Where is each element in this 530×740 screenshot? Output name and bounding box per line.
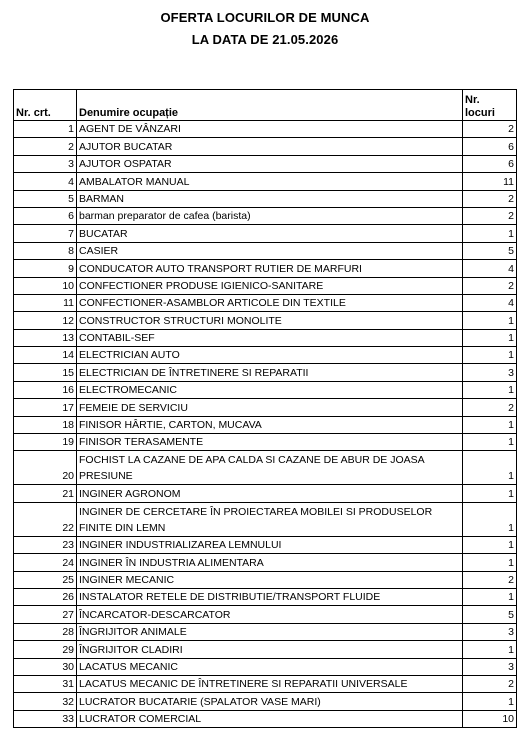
row-number: 20 <box>14 451 77 485</box>
table-row <box>14 294 517 311</box>
row-number: 6 <box>14 207 77 224</box>
positions-count: 2 <box>463 121 517 138</box>
positions-count: 10 <box>463 710 517 727</box>
occupation-name: ÎNGRIJITOR CLADIRI <box>77 641 463 658</box>
row-number: 17 <box>14 399 77 416</box>
table-row <box>14 347 517 364</box>
row-number: 26 <box>14 588 77 605</box>
occupation-name: CONSTRUCTOR STRUCTURI MONOLITE <box>77 312 463 329</box>
occupation-name: INGINER INDUSTRIALIZAREA LEMNULUI <box>77 536 463 553</box>
table-row <box>14 451 517 485</box>
header-nr-locuri <box>463 90 517 121</box>
row-number: 32 <box>14 693 77 710</box>
positions-count: 1 <box>463 434 517 451</box>
table-row <box>14 399 517 416</box>
job-offers-table <box>13 89 517 728</box>
positions-count: 2 <box>463 571 517 588</box>
table-row <box>14 675 517 692</box>
table-row <box>14 693 517 710</box>
table-row <box>14 312 517 329</box>
table-row <box>14 658 517 675</box>
occupation-name: AMBALATOR MANUAL <box>77 173 463 190</box>
occupation-name <box>77 502 463 536</box>
row-number: 1 <box>14 121 77 138</box>
positions-count: 2 <box>463 399 517 416</box>
occupation-name: ÎNGRIJITOR ANIMALE <box>77 623 463 640</box>
table-row <box>14 277 517 294</box>
table-row <box>14 606 517 623</box>
positions-count: 1 <box>463 416 517 433</box>
row-number: 16 <box>14 381 77 398</box>
row-number: 11 <box>14 294 77 311</box>
table-row <box>14 364 517 381</box>
header-nr-locuri-line1: Nr. <box>465 94 480 106</box>
occupation-name: LACATUS MECANIC <box>77 658 463 675</box>
positions-count: 4 <box>463 294 517 311</box>
table-row <box>14 536 517 553</box>
occupation-name: INGINER ÎN INDUSTRIA ALIMENTARA <box>77 554 463 571</box>
table-row <box>14 434 517 451</box>
row-number: 9 <box>14 260 77 277</box>
occupation-name: BARMAN <box>77 190 463 207</box>
occupation-name <box>77 451 463 485</box>
positions-count: 2 <box>463 190 517 207</box>
occupation-name: INSTALATOR RETELE DE DISTRIBUTIE/TRANSPORT FLUIDE <box>77 588 463 605</box>
row-number: 15 <box>14 364 77 381</box>
row-number: 3 <box>14 155 77 172</box>
occupation-name: INGINER AGRONOM <box>77 485 463 502</box>
positions-count: 11 <box>463 173 517 190</box>
positions-count: 1 <box>463 485 517 502</box>
table-row <box>14 260 517 277</box>
row-number: 29 <box>14 641 77 658</box>
table-header-row <box>14 90 517 121</box>
occupation-name: FINISOR HÂRTIE, CARTON, MUCAVA <box>77 416 463 433</box>
occupation-name: AJUTOR BUCATAR <box>77 138 463 155</box>
table-row <box>14 571 517 588</box>
row-number: 24 <box>14 554 77 571</box>
table-row <box>14 710 517 727</box>
table-row <box>14 242 517 259</box>
occupation-name: ELECTRICIAN AUTO <box>77 347 463 364</box>
occupation-name-line1: INGINER DE CERCETARE ÎN PROIECTAREA MOBILEI SI PRODUSELOR <box>79 505 433 518</box>
positions-count: 6 <box>463 155 517 172</box>
occupation-name: ELECTRICIAN DE ÎNTRETINERE SI REPARATII <box>77 364 463 381</box>
row-number: 7 <box>14 225 77 242</box>
occupation-name: FINISOR TERASAMENTE <box>77 434 463 451</box>
positions-count: 4 <box>463 260 517 277</box>
row-number: 22 <box>14 502 77 536</box>
table-row <box>14 138 517 155</box>
occupation-name: FEMEIE DE SERVICIU <box>77 399 463 416</box>
occupation-name: INGINER MECANIC <box>77 571 463 588</box>
row-number: 21 <box>14 485 77 502</box>
positions-count: 2 <box>463 207 517 224</box>
positions-count: 1 <box>463 347 517 364</box>
occupation-name: CASIER <box>77 242 463 259</box>
positions-count: 1 <box>463 588 517 605</box>
table-row <box>14 416 517 433</box>
row-number: 23 <box>14 536 77 553</box>
row-number: 25 <box>14 571 77 588</box>
table-row <box>14 207 517 224</box>
table-row <box>14 554 517 571</box>
positions-count: 1 <box>463 225 517 242</box>
header-nr-locuri-line2: locuri <box>465 107 495 119</box>
occupation-name: BUCATAR <box>77 225 463 242</box>
row-number: 10 <box>14 277 77 294</box>
row-number: 33 <box>14 710 77 727</box>
occupation-name: LUCRATOR BUCATARIE (SPALATOR VASE MARI) <box>77 693 463 710</box>
occupation-name: CONTABIL-SEF <box>77 329 463 346</box>
row-number: 5 <box>14 190 77 207</box>
table-row <box>14 588 517 605</box>
table-row <box>14 381 517 398</box>
table-row <box>14 623 517 640</box>
positions-count: 1 <box>463 502 517 536</box>
table-row <box>14 173 517 190</box>
positions-count: 5 <box>463 606 517 623</box>
positions-count: 3 <box>463 658 517 675</box>
occupation-name-line1: FOCHIST LA CAZANE DE APA CALDA SI CAZANE DE ABUR DE JOASA <box>79 454 425 467</box>
job-offers-table-body <box>14 90 517 728</box>
header-nr-crt: Nr. crt. <box>14 90 77 121</box>
positions-count: 5 <box>463 242 517 259</box>
positions-count: 1 <box>463 329 517 346</box>
occupation-name: barman preparator de cafea (barista) <box>77 207 463 224</box>
row-number: 18 <box>14 416 77 433</box>
positions-count: 2 <box>463 675 517 692</box>
positions-count: 6 <box>463 138 517 155</box>
header-denumire-ocupatie: Denumire ocupație <box>77 90 463 121</box>
occupation-name: ÎNCARCATOR-DESCARCATOR <box>77 606 463 623</box>
positions-count: 1 <box>463 381 517 398</box>
row-number: 12 <box>14 312 77 329</box>
positions-count: 1 <box>463 451 517 485</box>
row-number: 8 <box>14 242 77 259</box>
occupation-name-line2: PRESIUNE <box>79 470 133 483</box>
table-row <box>14 155 517 172</box>
table-row <box>14 225 517 242</box>
document-title: OFERTA LOCURILOR DE MUNCA <box>160 10 370 25</box>
occupation-name: CONFECTIONER-ASAMBLOR ARTICOLE DIN TEXTILE <box>77 294 463 311</box>
occupation-name: AGENT DE VÂNZARI <box>77 121 463 138</box>
occupation-name: CONDUCATOR AUTO TRANSPORT RUTIER DE MARFURI <box>77 260 463 277</box>
table-row <box>14 641 517 658</box>
positions-count: 3 <box>463 623 517 640</box>
row-number: 19 <box>14 434 77 451</box>
row-number: 14 <box>14 347 77 364</box>
row-number: 2 <box>14 138 77 155</box>
row-number: 31 <box>14 675 77 692</box>
table-row <box>14 121 517 138</box>
table-row <box>14 485 517 502</box>
positions-count: 1 <box>463 641 517 658</box>
occupation-name: ELECTROMECANIC <box>77 381 463 398</box>
positions-count: 1 <box>463 536 517 553</box>
table-row <box>14 190 517 207</box>
occupation-name-line2: FINITE DIN LEMN <box>79 521 166 534</box>
table-row <box>14 502 517 536</box>
row-number: 30 <box>14 658 77 675</box>
row-number: 28 <box>14 623 77 640</box>
positions-count: 1 <box>463 312 517 329</box>
positions-count: 1 <box>463 693 517 710</box>
occupation-name: CONFECTIONER PRODUSE IGIENICO-SANITARE <box>77 277 463 294</box>
row-number: 13 <box>14 329 77 346</box>
row-number: 27 <box>14 606 77 623</box>
positions-count: 3 <box>463 364 517 381</box>
occupation-name: LACATUS MECANIC DE ÎNTRETINERE SI REPARATII UNIVERSALE <box>77 675 463 692</box>
positions-count: 2 <box>463 277 517 294</box>
occupation-name: LUCRATOR COMERCIAL <box>77 710 463 727</box>
positions-count: 1 <box>463 554 517 571</box>
table-row <box>14 329 517 346</box>
row-number: 4 <box>14 173 77 190</box>
occupation-name: AJUTOR OSPATAR <box>77 155 463 172</box>
document-date-subtitle: LA DATA DE 21.05.2026 <box>191 32 339 47</box>
